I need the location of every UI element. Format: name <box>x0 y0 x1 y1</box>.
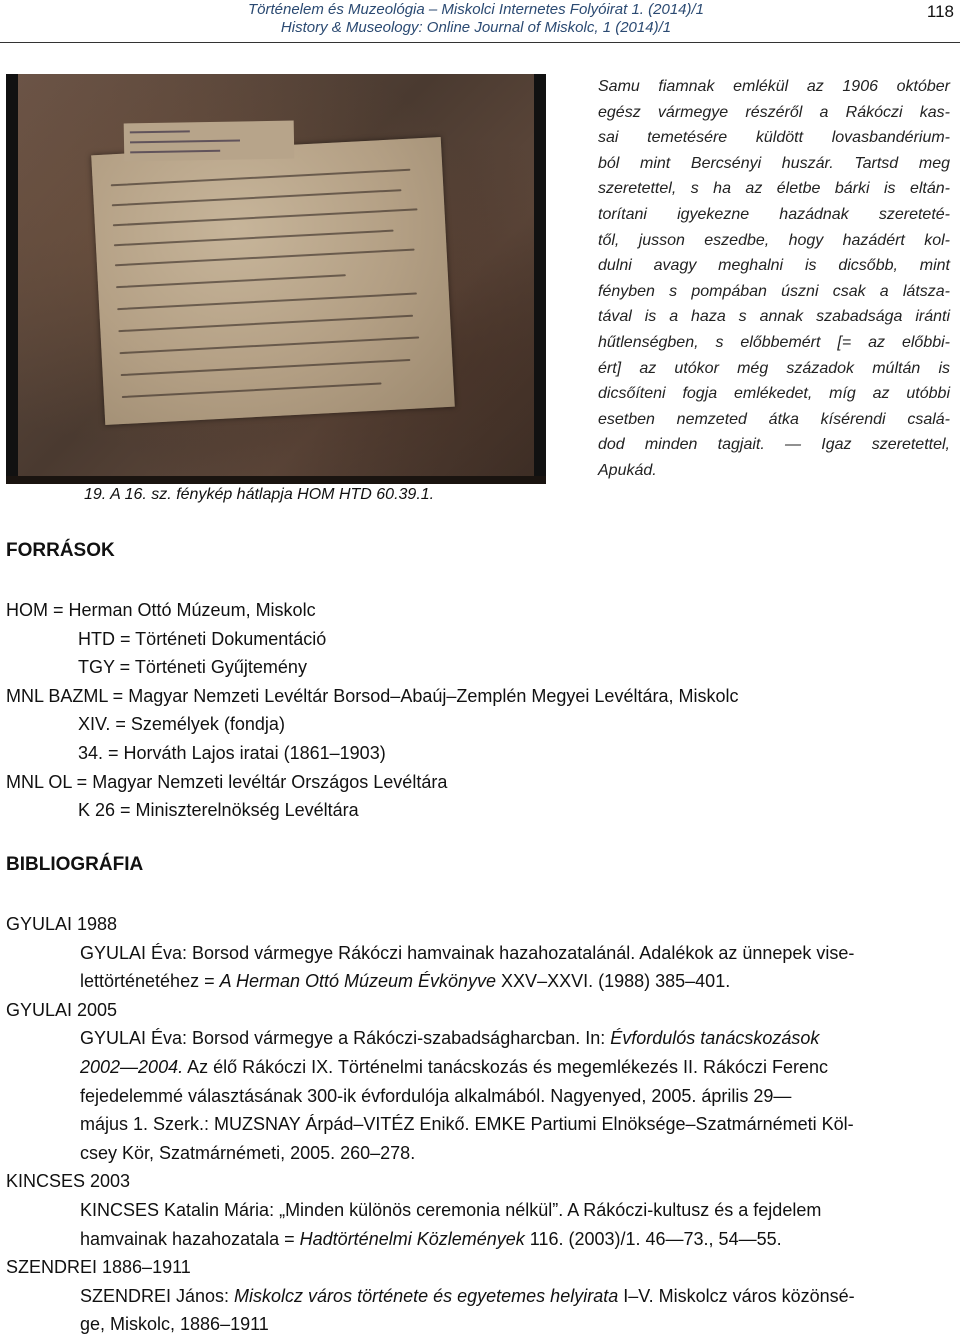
source-item: MNL BAZML = Magyar Nemzeti Levéltár Borsod–Abaúj–Zemplén Megyei Levéltára, Miskolc <box>6 685 739 706</box>
quote-line: sai temetésére küldött lovasbandérium- <box>598 129 950 147</box>
bib-line <box>80 1053 950 1082</box>
source-item: K 26 = Miniszterelnökség Levéltára <box>78 800 359 821</box>
bib-entry <box>6 1282 950 1339</box>
bib-book-title: Évfordulós tanácskozások <box>610 1028 820 1049</box>
source-item: 34. = Horváth Lajos iratai (1861–1903) <box>78 742 386 763</box>
quote-line: hűtlenségben, s előbbemért [= az előbbi- <box>598 333 950 351</box>
photo-edge-right <box>534 74 546 484</box>
photo-back-of-picture <box>6 74 546 484</box>
bib-line <box>80 1225 950 1254</box>
page-number: 118 <box>926 2 954 21</box>
source-item: TGY = Történeti Gyűjtemény <box>78 657 307 678</box>
bib-journal-title: A Herman Ottó Múzeum Évkönyve <box>219 971 497 992</box>
quote-text <box>598 74 950 484</box>
sources-heading: FORRÁSOK <box>6 540 115 561</box>
quote-line: egész vármegye részéről a Rákóczi kas- <box>598 103 950 121</box>
source-item: XIV. = Személyek (fondja) <box>78 714 285 735</box>
bib-line: fejedelemmé választásának 300-ik évfordulója alkalmából. Nagyenyed, 2005. április 29— <box>80 1085 792 1106</box>
bib-line: KINCSES Katalin Mária: „Minden különös ceremonia nélkül”. A Rákóczi-kultusz és a fejdelem <box>80 1199 822 1220</box>
bib-book-title: 2002—2004. <box>80 1056 184 1077</box>
page-header <box>0 0 960 42</box>
museum-stamp-image <box>124 121 295 162</box>
bib-text: 116. (2003)/1. 46—73., 54—55. <box>524 1228 782 1249</box>
journal-title-hu: Történelem és Muzeológia – Miskolci Internetes Folyóirat 1. (2014)/1 <box>247 1 705 18</box>
bib-line: ge, Miskolc, 1886–1911 <box>80 1314 269 1335</box>
bib-book-title: Miskolcz város története és egyetemes helyirata <box>234 1285 619 1306</box>
bib-text: SZENDREI János: <box>80 1285 235 1306</box>
journal-title-en: History & Museology: Online Journal of Miskolc, 1 (2014)/1 <box>280 19 672 36</box>
quote-line: fényben s pompában úszni csak a látsza- <box>598 282 950 300</box>
bib-entry <box>6 1024 950 1167</box>
quote-line: Apukád. <box>598 461 657 479</box>
bib-text: GYULAI Éva: Borsod vármegye a Rákóczi-szabadságharcban. In: <box>80 1028 611 1049</box>
bib-line: csey Kör, Szatmárnémeti, 2005. 260–278. <box>80 1142 416 1163</box>
bib-text: hamvainak hazahozatala = <box>80 1228 300 1249</box>
bibliography-heading: BIBLIOGRÁFIA <box>6 854 144 875</box>
source-item: HOM = Herman Ottó Múzeum, Miskolc <box>6 600 316 620</box>
quote-line: Samu fiamnak emlékül az 1906 október <box>598 78 950 95</box>
source-item: MNL OL = Magyar Nemzeti levéltár Országos Levéltára <box>6 771 448 792</box>
quote-line: dicsőíteni fogja emlékedet, míg az utóbbi <box>598 385 950 403</box>
bib-entry <box>6 1196 950 1253</box>
bib-line: május 1. Szerk.: MUZSNAY Árpád–VITÉZ Enikő. EMKE Partiumi Elnöksége–Szatmárnémeti Köl- <box>80 1114 854 1135</box>
quote-line: ért] az utókor még századok múltán is <box>598 359 950 377</box>
quote-line: től, jusson eszedbe, hogy hazádért kol- <box>598 231 950 249</box>
quote-line: szeretettel, s ha az életbe bárki is eltán- <box>598 180 950 198</box>
photo-edge-left <box>6 74 18 484</box>
quote-line: torítani igyekezne hazádnak szereteté- <box>598 205 950 223</box>
quote-line: dulni avagy meghalni is dicsőbb, mint <box>598 257 950 275</box>
quote-line: tával is a haza s annak szabadsága iránti <box>598 308 950 326</box>
header-rule <box>0 42 960 43</box>
quote-line: dod minden tagjait. — Igaz szeretettel, <box>598 436 950 454</box>
bib-text: Az élő Rákóczi IX. Történelmi tanácskozás és megemlékezés II. Rákóczi Ferenc <box>183 1056 829 1077</box>
sources-list <box>6 596 946 825</box>
bib-key: SZENDREI 1886–1911 <box>6 1257 191 1278</box>
bib-key: KINCSES 2003 <box>6 1171 131 1192</box>
bib-line <box>80 1282 950 1311</box>
figure-caption: 19. A 16. sz. fénykép hátlapja HOM HTD 60.39.1. <box>84 486 435 503</box>
bib-text: XXV–XXVI. (1988) 385–401. <box>496 971 731 992</box>
quote-line: ból mint Bercsényi huszár. Tartsd meg <box>598 154 950 172</box>
bib-line: GYULAI Éva: Borsod vármegye Rákóczi hamvainak hazahozatalánál. Adalékok az ünnepek vise- <box>80 942 855 963</box>
bib-key: GYULAI 2005 <box>6 999 118 1020</box>
bib-key: GYULAI 1988 <box>6 914 118 934</box>
bib-journal-title: Hadtörténelmi Közlemények <box>299 1228 525 1249</box>
bib-line <box>80 967 950 996</box>
bib-text: I–V. Miskolcz város közönsé- <box>618 1285 855 1306</box>
bib-entry <box>6 939 950 996</box>
photo-edge-bottom <box>6 476 546 484</box>
source-item: HTD = Történeti Dokumentáció <box>78 628 327 649</box>
bib-text: lettörténetéhez = <box>80 971 220 992</box>
bib-line <box>80 1024 950 1053</box>
quote-line: esetben nemzeted átka kísérendi csalá- <box>598 410 950 428</box>
bibliography-list <box>6 910 950 1339</box>
handwritten-note-image <box>91 137 455 425</box>
